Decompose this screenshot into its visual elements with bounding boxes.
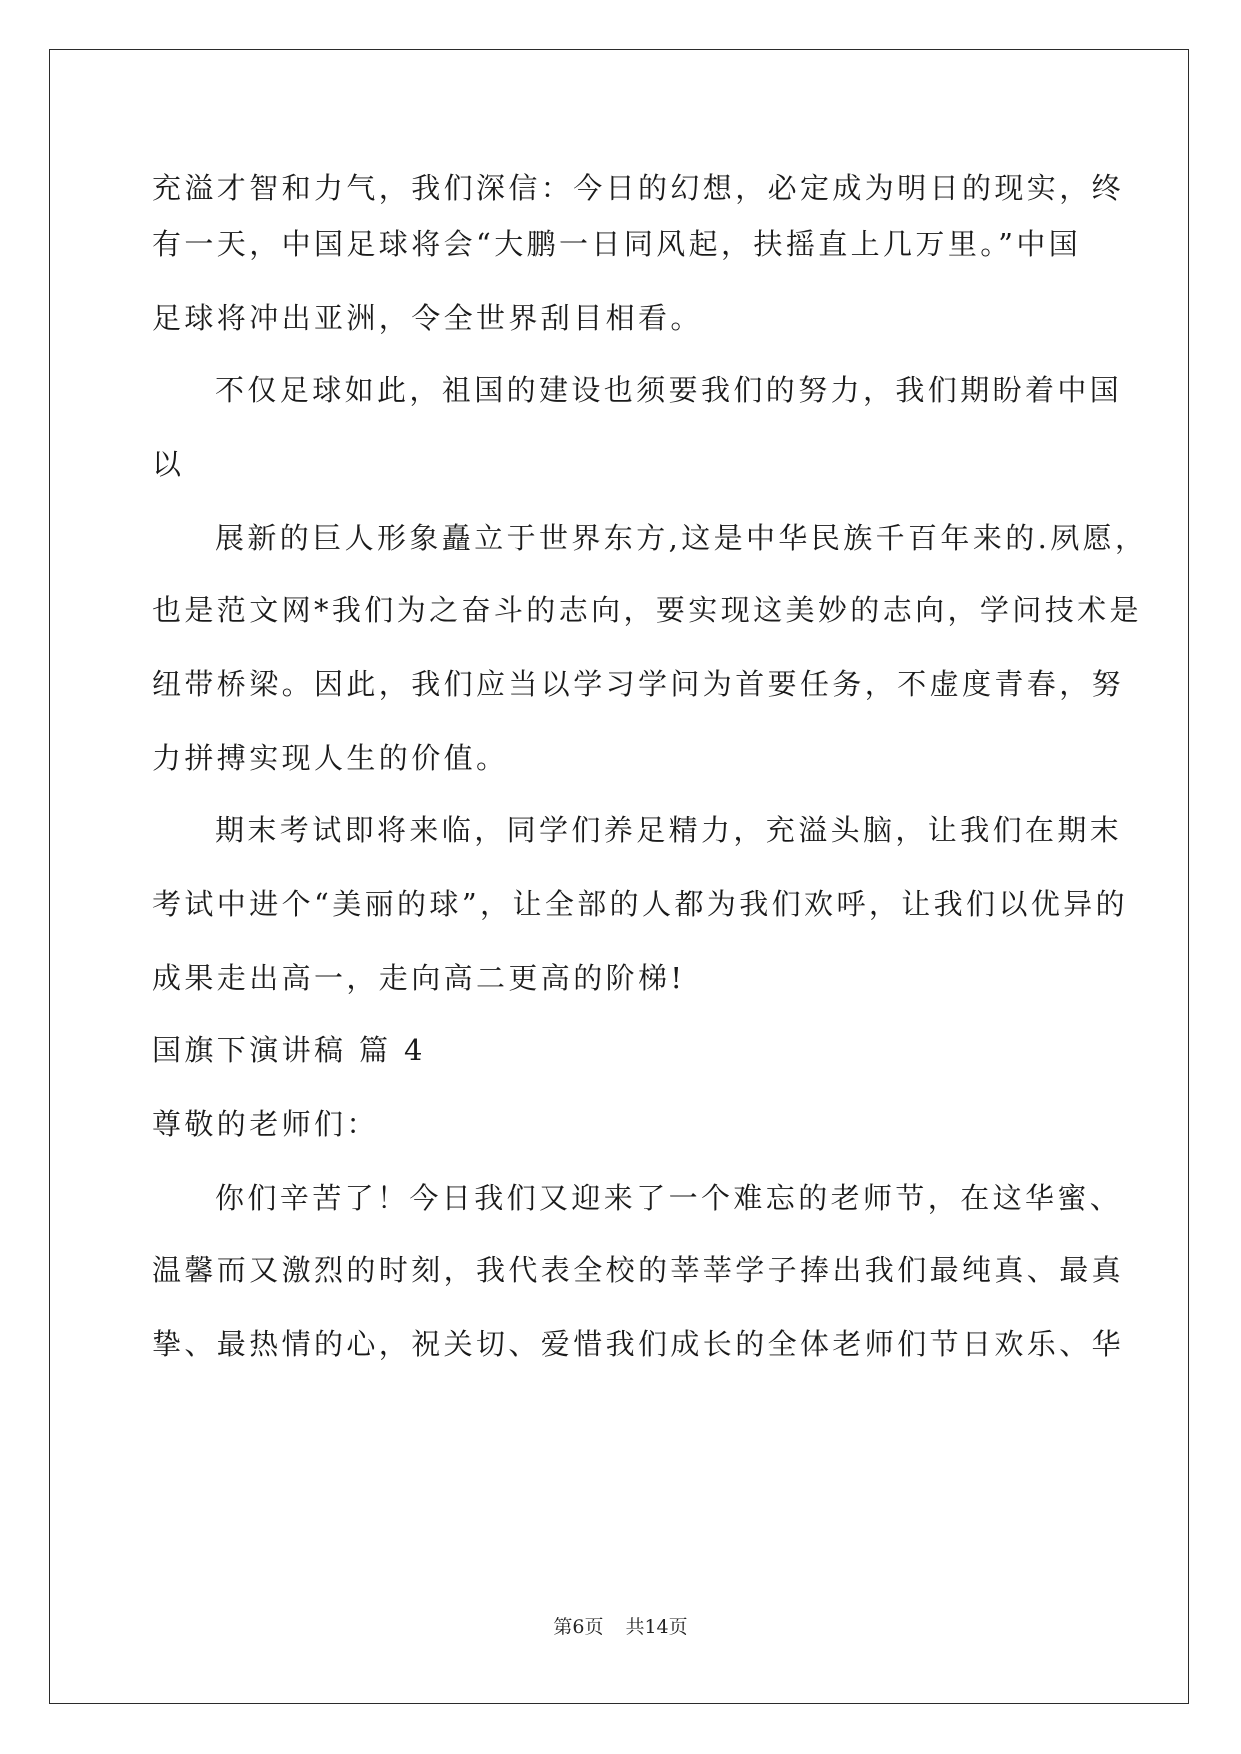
text-line: 力拼搏实现人生的价值。 [152,741,509,775]
text-line: 以 [152,447,185,481]
page-footer [0,1615,1241,1639]
text-line: 不仅足球如此，祖国的建设也须要我们的努力，我们期盼着中国 [215,373,1123,407]
text-line: 纽带桥梁。因此，我们应当以学习学问为首要任务，不虚度青春，努 [152,667,1125,701]
text-line: 有一天，中国足球将会“大鹏一日同风起，扶摇直上几万里。”中国 [152,227,1082,261]
section-heading: 国旗下演讲稿 篇 4 [152,1033,426,1067]
text-line: 充溢才智和力气，我们深信：今日的幻想，必定成为明日的现实，终 [152,171,1125,205]
text-line: 考试中进个“美丽的球”，让全部的人都为我们欢呼，让我们以优异的 [152,887,1129,921]
text-line: 足球将冲出亚洲，令全世界刮目相看。 [152,301,703,335]
page-total: 共14页 [625,1616,688,1638]
page-number: 第6页 [553,1616,604,1638]
text-line: 温馨而又激烈的时刻，我代表全校的莘莘学子捧出我们最纯真、最真 [152,1253,1125,1287]
salutation: 尊敬的老师们： [152,1107,379,1141]
text-line: 你们辛苦了！今日我们又迎来了一个难忘的老师节，在这华蜜、 [215,1181,1123,1215]
text-line: 期末考试即将来临，同学们养足精力，充溢头脑，让我们在期末 [215,813,1123,847]
text-line: 挚、最热情的心，祝关切、爱惜我们成长的全体老师们节日欢乐、华 [152,1327,1125,1361]
text-line: 展新的巨人形象矗立于世界东方,这是中华民族千百年来的.夙愿， [215,521,1148,555]
text-line: 成果走出高一，走向高二更高的阶梯! [152,961,686,995]
text-line: 也是范文网*我们为之奋斗的志向，要实现这美妙的志向，学问技术是 [152,593,1142,627]
